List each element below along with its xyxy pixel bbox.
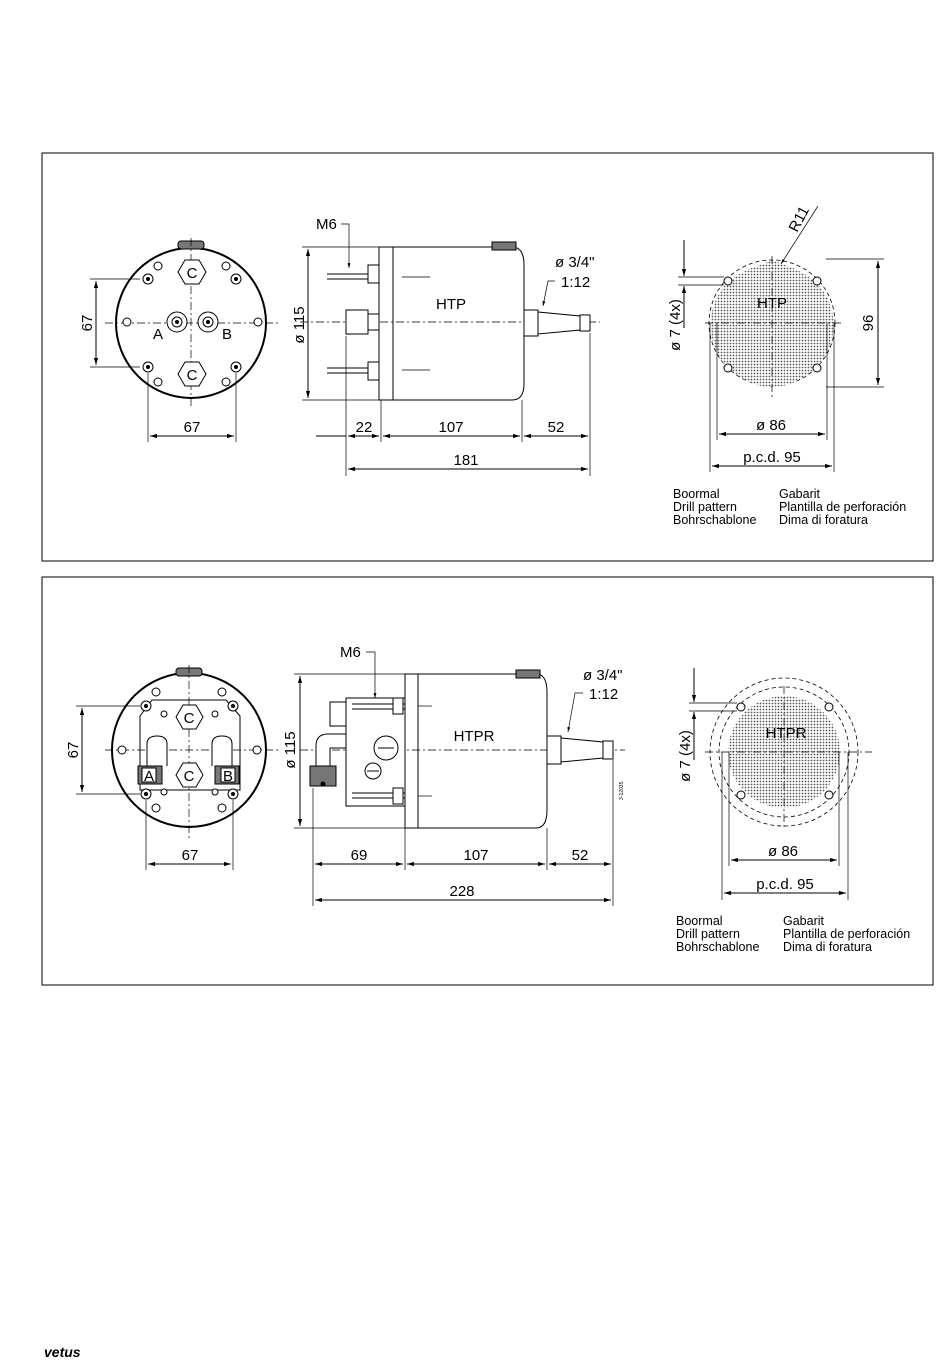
panel-htpr — [42, 577, 933, 985]
radius-label: R11 — [785, 203, 813, 235]
dim-body: 107 — [463, 847, 489, 864]
dim-front-height: 67 — [79, 314, 96, 332]
dim-86-label: ø 86 — [767, 843, 799, 860]
caption-text: Boormal — [676, 914, 723, 928]
panel-htp — [42, 153, 933, 561]
taper-label: 1:12 — [561, 274, 591, 291]
dim-body: 107 — [438, 419, 464, 436]
port-a-label: A — [152, 326, 164, 343]
htpr-side-view — [282, 644, 625, 906]
htp-drill-pattern — [667, 204, 906, 527]
shaft-diameter-label: ø 3/4" — [555, 254, 595, 271]
caption-text: Plantilla de perforación — [783, 927, 911, 941]
drill-model-label: HTP — [757, 295, 787, 312]
dim-shaft: 52 — [571, 847, 589, 864]
caption-text: Gabarit — [779, 487, 820, 501]
caption-text: Drill pattern — [673, 500, 737, 514]
htpr-drill-pattern — [676, 668, 910, 954]
port-b-label: B — [222, 768, 234, 785]
caption-text: Drill pattern — [676, 927, 740, 941]
htp-side-view — [291, 216, 600, 476]
caption-text: Gabarit — [783, 914, 824, 928]
bolt-label: M6 — [340, 644, 361, 661]
model-label: HTPR — [453, 728, 495, 745]
logo-text: vetus — [44, 1344, 81, 1360]
caption-text: Bohrschablone — [676, 940, 760, 954]
dim-front-width: 67 — [183, 419, 201, 436]
bolt-label: M6 — [316, 216, 337, 233]
dim-shaft: 52 — [547, 419, 565, 436]
taper-label: 1:12 — [589, 686, 619, 703]
hole-dim-label: ø 7 (4x) — [677, 730, 694, 782]
dim-total: 181 — [453, 452, 479, 469]
port-c-bottom-label: C — [186, 367, 198, 384]
caption-text: Bohrschablone — [673, 513, 757, 527]
hole-dim-label: ø 7 (4x) — [667, 299, 684, 351]
dim-86-label: ø 86 — [755, 417, 787, 434]
dim-front-width: 67 — [181, 847, 199, 864]
dim-96-label: 96 — [860, 314, 877, 332]
pcd-label: p.c.d. 95 — [756, 876, 814, 893]
pcd-label: p.c.d. 95 — [743, 449, 801, 466]
caption-text: Boormal — [673, 487, 720, 501]
dim-diameter: ø 115 — [291, 306, 308, 344]
dim-flange: 22 — [355, 419, 373, 436]
dim-front-height: 67 — [65, 741, 82, 759]
drill-model-label: HTPR — [765, 725, 807, 742]
caption-text: Plantilla de perforación — [779, 500, 907, 514]
port-a-label: A — [143, 768, 155, 785]
port-b-label: B — [221, 326, 233, 343]
drawing-ref: 3-12035 — [619, 781, 625, 800]
htpr-front-view — [65, 665, 278, 870]
filler-cap-icon — [516, 670, 540, 678]
model-label: HTP — [436, 296, 466, 313]
htp-front-view — [79, 238, 278, 442]
port-c-top-label: C — [183, 710, 195, 727]
dim-total: 228 — [449, 883, 475, 900]
dim-diameter: ø 115 — [282, 731, 299, 769]
port-c-bottom-label: C — [183, 768, 195, 785]
port-c-top-label: C — [186, 265, 198, 282]
filler-cap-icon — [492, 242, 516, 250]
vetus-logo — [44, 1344, 81, 1360]
caption-text: Dima di foratura — [779, 513, 868, 527]
shaft-diameter-label: ø 3/4" — [583, 667, 623, 684]
caption-text: Dima di foratura — [783, 940, 872, 954]
dim-block: 69 — [350, 847, 368, 864]
